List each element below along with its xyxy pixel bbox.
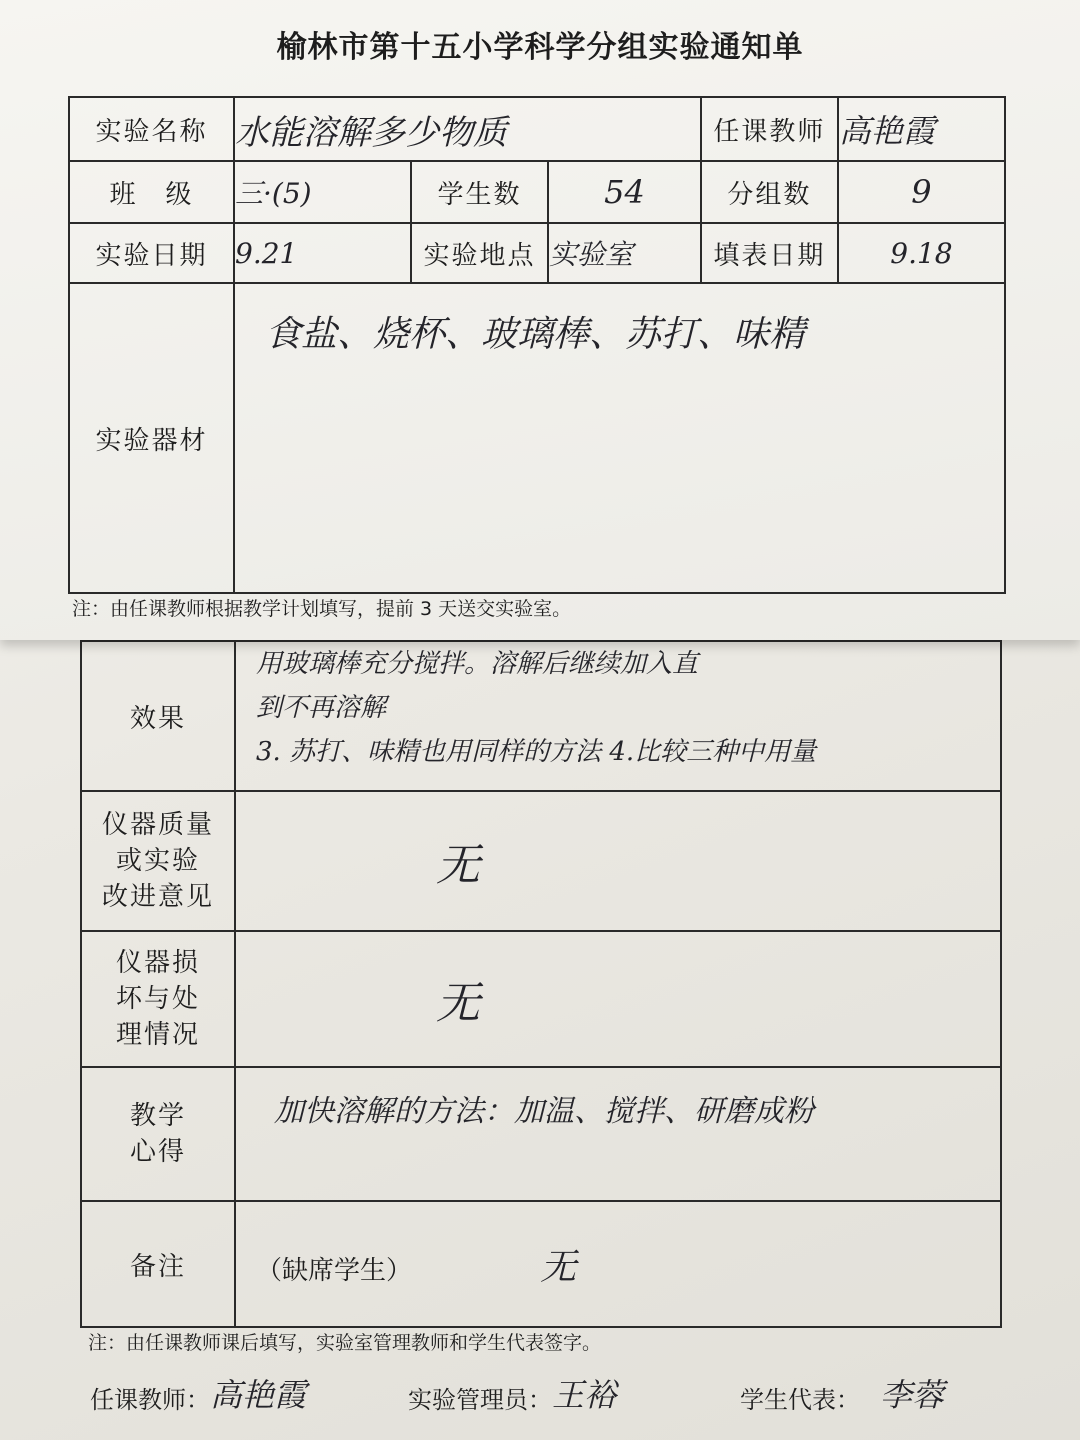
value-date: 9.21	[234, 223, 411, 283]
note-bottom: 注：由任课教师课后填写，实验室管理教师和学生代表签字。	[88, 1332, 602, 1354]
label-fill-date: 填表日期	[701, 223, 838, 283]
label-experience	[81, 1067, 235, 1201]
remark-prefix: （缺席学生）	[256, 1255, 413, 1286]
document-title: 榆林市第十五小学科学分组实验通知单	[276, 30, 804, 65]
row-remark	[81, 1201, 1001, 1327]
label-date: 实验日期	[69, 223, 234, 283]
row-name	[69, 97, 1005, 161]
label-damage-line-2: 坏与处	[115, 984, 200, 1014]
value-groups: 9	[838, 161, 1005, 223]
label-experience-line-1: 教学	[129, 1101, 186, 1131]
experiment-info-table	[68, 96, 1006, 594]
row-materials	[69, 283, 1005, 593]
student-signature: 李蓉	[880, 1376, 945, 1414]
label-damage-line-3: 理情况	[115, 1020, 200, 1050]
effect-line-1: 用玻璃棒充分搅拌。溶解后继续加入直	[256, 649, 699, 679]
label-class: 班 级	[69, 161, 234, 223]
value-fill-date: 9.18	[838, 223, 1005, 283]
row-quality	[81, 791, 1001, 931]
row-date	[69, 223, 1005, 283]
label-damage	[81, 931, 235, 1067]
row-effect	[81, 641, 1001, 791]
teacher-signature: 高艳霞	[210, 1376, 307, 1414]
row-class	[69, 161, 1005, 223]
label-place: 实验地点	[411, 223, 548, 283]
remark-value: 无	[540, 1246, 577, 1288]
label-quality-line-2: 或实验	[115, 846, 200, 876]
value-damage: 无	[235, 931, 1001, 1067]
value-place: 实验室	[548, 223, 701, 283]
label-teacher: 任课教师	[701, 97, 838, 161]
admin-signature: 王裕	[552, 1376, 617, 1414]
value-students: 54	[548, 161, 701, 223]
row-experience	[81, 1067, 1001, 1201]
label-materials: 实验器材	[69, 283, 234, 593]
label-remark: 备注	[81, 1201, 235, 1327]
teacher-sign-label: 任课教师：	[90, 1386, 210, 1414]
label-groups: 分组数	[701, 161, 838, 223]
value-teacher: 高艳霞	[838, 97, 1005, 161]
notice-sheet-top	[0, 0, 1080, 640]
effect-line-3: 3. 苏打、味精也用同样的方法 4.比较三种中用量	[256, 737, 817, 767]
value-quality: 无	[235, 791, 1001, 931]
label-quality	[81, 791, 235, 931]
value-remark	[235, 1201, 1001, 1327]
note-top: 注：由任课教师根据教学计划填写，提前 3 天送交实验室。	[72, 598, 572, 620]
value-experience: 加快溶解的方法：加温、搅拌、研磨成粉	[235, 1067, 1001, 1201]
label-students: 学生数	[411, 161, 548, 223]
effect-line-2: 到不再溶解	[256, 693, 387, 723]
value-materials: 食盐、烧杯、玻璃棒、苏打、味精	[234, 283, 1005, 593]
notice-sheet-bottom	[0, 640, 1080, 1440]
label-experiment-name: 实验名称	[69, 97, 234, 161]
label-quality-line-1: 仪器质量	[101, 810, 214, 840]
label-quality-line-3: 改进意见	[101, 882, 214, 912]
student-sign-label: 学生代表：	[740, 1386, 860, 1414]
admin-sign-label: 实验管理员：	[408, 1386, 552, 1414]
label-damage-line-1: 仪器损	[115, 948, 200, 978]
value-effect	[235, 641, 1001, 791]
value-class: 三·(5)	[234, 161, 411, 223]
row-damage	[81, 931, 1001, 1067]
value-experiment-name: 水能溶解多少物质	[234, 97, 701, 161]
label-effect: 效果	[81, 641, 235, 791]
feedback-table	[80, 640, 1002, 1328]
label-experience-line-2: 心得	[129, 1137, 186, 1167]
